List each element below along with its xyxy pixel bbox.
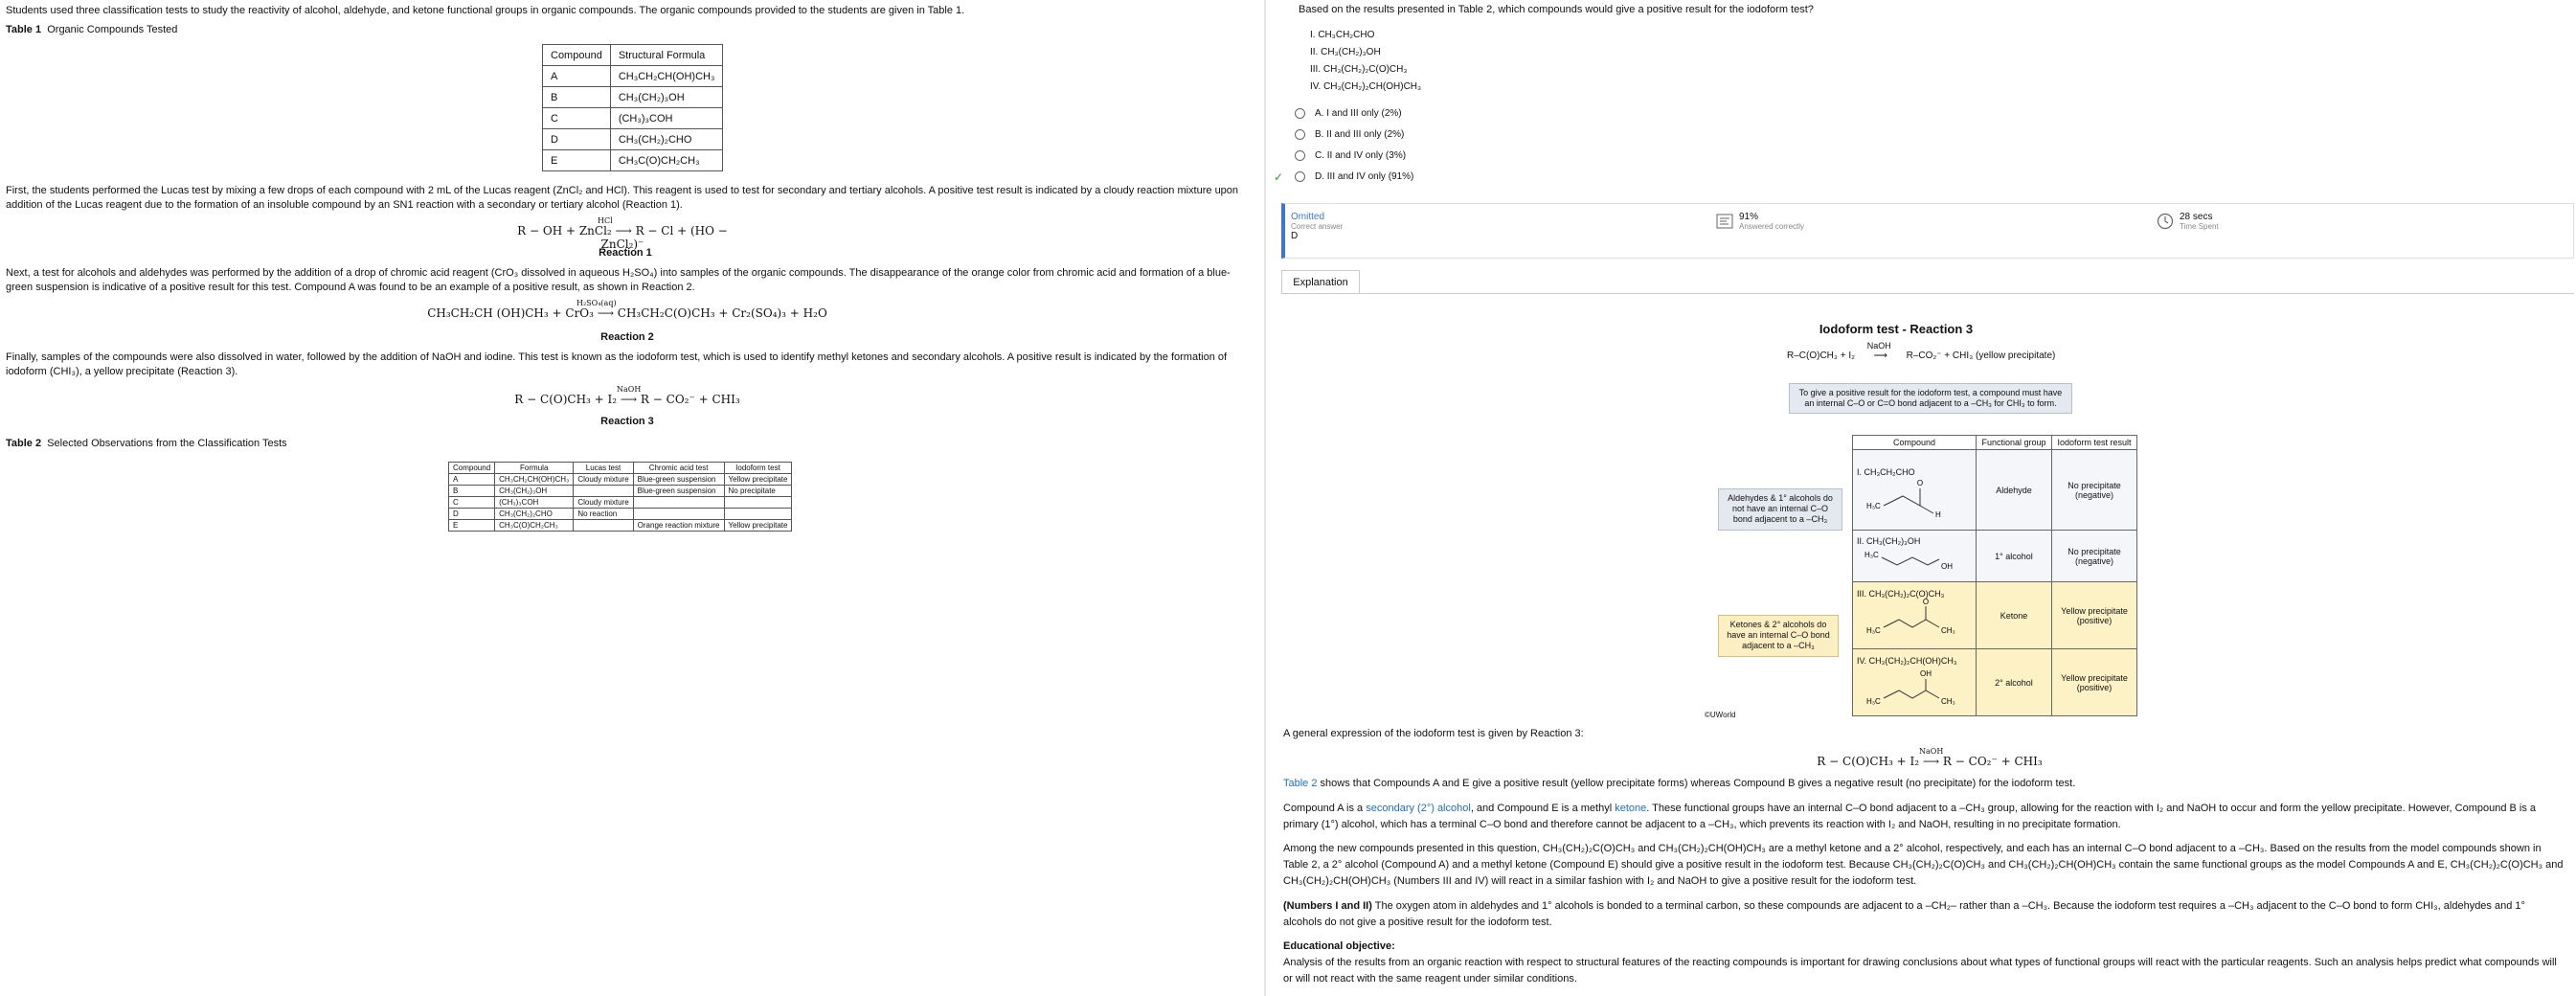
choice-label: A. I and III only (2%) — [1315, 108, 1402, 119]
ketone-link[interactable]: ketone — [1615, 803, 1647, 814]
table2-header: Lucas test — [574, 463, 633, 474]
table2-row — [449, 520, 792, 532]
table1-header: Structural Formula — [610, 45, 723, 66]
reaction1-equation — [498, 216, 747, 251]
diagram-eq-left: R–C(O)CH₃ + I₂ — [1787, 351, 1856, 361]
table1-header: Compound — [543, 45, 611, 66]
percent-stat — [1716, 212, 1804, 231]
radio-icon[interactable] — [1295, 129, 1305, 140]
table2-cell: (CH₃)₃COH — [495, 497, 574, 509]
bar-chart-icon — [1716, 213, 1733, 230]
iodoform-text: Finally, samples of the compounds were also dissolved in water, followed by the addition of NaOH and iodine. This test is known as the iodoform test, which is used to identify methyl ketones and secondary alcohols. A positive result is indicated by the formation of iodoform (CHI₃), a yellow precipitate (Reaction 3). — [6, 351, 1228, 377]
table2-header: Compound — [449, 463, 495, 474]
table2-cell: C — [449, 497, 495, 509]
table2-cell — [633, 509, 724, 520]
p4-text: The oxygen atom in aldehydes and 1° alcohols is bonded to a terminal carbon, so these compounds are adjacent to a –CH₂– rather than a –CH₃. Because the iodoform test requires a –CH₃ adjacent to the C–O bond to form CHI₃, aldehydes and 1° alcohols do not give a positive result for the iodoform test. — [1283, 900, 2525, 928]
table2-row — [449, 497, 792, 509]
p2-text: Compound A is a — [1283, 803, 1367, 814]
table1-cell: (CH₃)₃COH — [610, 108, 723, 129]
omitted-stat — [1291, 212, 1343, 241]
table2-row — [449, 486, 792, 497]
p4-bold: (Numbers I and II) — [1283, 900, 1372, 912]
time-stat — [2157, 212, 2219, 231]
structure-secondary-alcohol — [1857, 666, 1972, 708]
iodoform-row-1 — [1853, 450, 2137, 531]
table2-heading — [6, 437, 1251, 451]
explanation-p4 — [1283, 898, 2566, 931]
reaction2-equation — [402, 299, 852, 320]
intro-text: Students used three classification tests to study the reactivity of alcohol, aldehyde, and ketone functional groups in organic compounds. The organic compounds provided to the students are given in Table 1. — [6, 5, 965, 16]
correct-answer-label: Correct answer — [1291, 222, 1344, 231]
table1-cell: CH₃(CH₂)₂CHO — [610, 129, 723, 150]
reaction1-label: Reaction 1 — [599, 247, 652, 259]
choice-c[interactable] — [1295, 150, 1406, 161]
structure-ketone — [1857, 599, 1972, 641]
result-cell: No precipitate (negative) — [2052, 531, 2137, 582]
svg-text:OH: OH — [1920, 668, 1932, 678]
structure-primary-alcohol — [1857, 546, 1972, 575]
passage-panel — [0, 0, 1262, 996]
p2-text: , and Compound E is a methyl — [1470, 803, 1616, 814]
explanation-p1 — [1283, 776, 2566, 792]
svg-text:H₃C: H₃C — [1866, 501, 1881, 510]
table1-row — [543, 129, 723, 150]
diagram-note: To give a positive result for the iodoform test, a compound must have an internal C–O or C=O bond adjacent to a –CH₃ for CHI₃ to form. — [1789, 383, 2072, 414]
p1-text: shows that Compounds A and E give a positive result (yellow precipitate forms) whereas Compound B gives a negative result (no precipitate) for the iodoform test. — [1317, 778, 2076, 789]
iodoform-table-header: Compound — [1853, 436, 1977, 450]
table2-cell: Orange reaction mixture — [633, 520, 724, 532]
iodoform-table-header: Functional group — [1977, 436, 2052, 450]
table1-row — [543, 66, 723, 87]
group-cell: Ketone — [1977, 582, 2052, 649]
table1-row — [543, 87, 723, 108]
choice-a[interactable] — [1295, 108, 1402, 119]
table1-cell: D — [543, 129, 611, 150]
panel-divider[interactable] — [1264, 0, 1266, 996]
table2-header: Iodoform test — [724, 463, 792, 474]
group-cell: 1° alcohol — [1977, 531, 2052, 582]
table2-cell: Cloudy mixture — [574, 474, 633, 486]
iodoform-table-header: Iodoform test result — [2052, 436, 2137, 450]
choice-b[interactable] — [1295, 129, 1404, 140]
reaction1-text: R − OH + ZnCl₂ ⟶ R − Cl + (HO − ZnCl₂)⁻ — [517, 224, 728, 251]
tab-underline — [1281, 293, 2574, 294]
reaction3-text: R − C(O)CH₃ + I₂ ⟶ R − CO₂⁻ + CHI₃ — [514, 393, 740, 406]
table2-row — [449, 509, 792, 520]
table1-row — [543, 150, 723, 171]
table2-cell — [633, 497, 724, 509]
table1-caption: Organic Compounds Tested — [47, 24, 178, 35]
roman-item: I. CH₃CH₂CHO — [1310, 30, 1375, 40]
table2-header: Formula — [495, 463, 574, 474]
reaction2-text: CH₃CH₂CH (OH)CH₃ + CrO₃ ⟶ CH₃CH₂C(O)CH₃ + Cr₂(SO₄)₃ + H₂O — [427, 306, 827, 320]
table2-cell: Yellow precipitate — [724, 520, 792, 532]
table1-cell: B — [543, 87, 611, 108]
explanation-p2 — [1283, 801, 2566, 833]
result-cell: No precipitate (negative) — [2052, 450, 2137, 531]
compound-cell — [1853, 531, 1977, 582]
diagram-title: Iodoform test - Reaction 3 — [1819, 322, 1974, 336]
table2-cell: CH₃(CH₂)₂CHO — [495, 509, 574, 520]
table1-heading — [6, 23, 1251, 37]
compound-name: III. CH₃(CH₂)₂C(O)CH₃ — [1857, 588, 1945, 599]
iodoform-row-2 — [1853, 531, 2137, 582]
iodoform-table — [1852, 435, 2137, 716]
compound-name: II. CH₃(CH₂)₃OH — [1857, 535, 1921, 546]
reaction3-expl-equation — [1800, 747, 2059, 768]
svg-text:CH₃: CH₃ — [1941, 696, 1955, 706]
svg-text:CH₃: CH₃ — [1941, 625, 1955, 635]
table1-title: Table 1 — [6, 24, 42, 35]
lucas-text: First, the students performed the Lucas test by mixing a few drops of each compound with 2 mL of the Lucas reagent (ZnCl₂ and HCl). This reagent is used to test for secondary and tertiary alcohols. A positive test result is indicated by a cloudy reaction mixture upon addition of the Lucas reagent due to the formation of an insoluble compound by an SN1 reaction with a secondary or tertiary alcohol (Reaction 1). — [6, 185, 1239, 211]
structure-aldehyde — [1857, 477, 1972, 519]
table2-cell: Blue-green suspension — [633, 486, 724, 497]
callout-aldehydes: Aldehydes & 1° alcohols do not have an internal C–O bond adjacent to a –CH₃ — [1718, 488, 1842, 531]
callout-ketones: Ketones & 2° alcohols do have an internal C–O bond adjacent to a –CH₃ — [1718, 615, 1839, 657]
table2-title: Table 2 — [6, 438, 42, 449]
group-cell: 2° alcohol — [1977, 649, 2052, 716]
general-expression-text: A general expression of the iodoform test is given by Reaction 3: — [1283, 728, 1584, 739]
choice-d[interactable] — [1295, 171, 1413, 182]
choice-label: C. II and IV only (3%) — [1315, 150, 1407, 161]
reaction2-reagent: H₂SO₄(aq) — [576, 299, 617, 307]
time-label: Time Spent — [2180, 222, 2219, 231]
diagram-equation — [1787, 341, 2170, 361]
choice-label: B. II and III only (2%) — [1315, 129, 1405, 140]
table2-cell: A — [449, 474, 495, 486]
percent-label: Answered correctly — [1739, 222, 1805, 231]
svg-text:H₃C: H₃C — [1866, 625, 1881, 635]
reaction3-label: Reaction 3 — [600, 416, 654, 427]
question-stem: Based on the results presented in Table 2, which compounds would give a positive result for the iodoform test? — [1299, 4, 1814, 15]
reaction1-reagent: HCl — [598, 216, 613, 225]
reaction3-reagent: NaOH — [617, 385, 642, 394]
radio-icon[interactable] — [1295, 108, 1305, 119]
reaction3-expl-text: R − C(O)CH₃ + I₂ ⟶ R − CO₂⁻ + CHI₃ — [1817, 755, 2043, 768]
edu-objective-title: Educational objective: — [1283, 940, 1395, 952]
table1-cell: C — [543, 108, 611, 129]
svg-text:H: H — [1935, 509, 1941, 519]
diagram-eq-arrow: NaOH ⟶ — [1866, 341, 1891, 361]
omitted-label: Omitted — [1291, 212, 1325, 222]
table1-cell: E — [543, 150, 611, 171]
table1-cell: CH₃CH₂CH(OH)CH₃ — [610, 66, 723, 87]
table2-cell: No reaction — [574, 509, 633, 520]
table2-cell: CH₃C(O)CH₂CH₃ — [495, 520, 574, 532]
table2-cell — [724, 497, 792, 509]
svg-text:H₃C: H₃C — [1866, 696, 1881, 706]
result-stats-bar — [1281, 203, 2574, 259]
table2-cell: B — [449, 486, 495, 497]
radio-icon[interactable] — [1295, 150, 1305, 161]
table2-cell — [724, 509, 792, 520]
compound-cell — [1853, 450, 1977, 531]
table1 — [542, 44, 723, 171]
answer-panel — [1274, 0, 2576, 996]
compound-cell — [1853, 582, 1977, 649]
svg-text:OH: OH — [1941, 561, 1953, 571]
tab-explanation[interactable]: Explanation — [1281, 270, 1360, 294]
iodoform-row-3 — [1853, 582, 2137, 649]
p2-text: . These functional groups have an internal C–O bond adjacent to a –CH₃ group, allowing for the reaction with I₂ and NaOH to occur and form the yellow precipitate. However, Compound B is a primary (1°) alcohol, which has a terminal C–O bond and therefore cannot be adjacent to a –CH₃, which prevents its reaction with I₂ and NaOH, resulting in no precipitate formation. — [1283, 803, 2537, 830]
roman-options — [1310, 27, 1421, 96]
iodoform-row-4 — [1853, 649, 2137, 716]
diagram-eq-right: R–CO₂⁻ + CHI₃ (yellow precipitate) — [1906, 351, 2056, 361]
roman-item: IV. CH₃(CH₂)₂CH(OH)CH₃ — [1310, 81, 1422, 92]
result-cell: Yellow precipitate (positive) — [2052, 582, 2137, 649]
reaction3-equation — [498, 385, 757, 406]
table1-cell: A — [543, 66, 611, 87]
percent-value: 91% — [1739, 212, 1759, 222]
table2-cell: E — [449, 520, 495, 532]
diagram-eq-reagent: NaOH — [1866, 341, 1891, 351]
copyright-text: ©UWorld — [1705, 711, 1736, 719]
svg-text:O: O — [1916, 478, 1924, 487]
compound-cell — [1853, 649, 1977, 716]
explanation-p3: Among the new compounds presented in this question, CH₃(CH₂)₂C(O)CH₃ and CH₃(CH₂)₂CH(OH)CH₃ are a methyl ketone and a 2° alcohol, respectively, and each has an internal C–O bond adjacent to a –CH₃. Based on the results from the model compounds shown in Table 2, a 2° alcohol (Compound A) and a methyl ketone (Compound E) should give a positive result in the iodoform test. Because CH₃(CH₂)₂C(O)CH₃ and CH₃(CH₂)₂CH(OH)CH₃ contain the same functional groups as the model Compounds A and E, CH₃(CH₂)₂C(O)CH₃ and CH₃(CH₂)₂CH(OH)CH₃ (Numbers III and IV) will react in a similar fashion with I₂ and NaOH to give a positive result for the iodoform test. — [1283, 843, 2564, 887]
table2 — [448, 462, 792, 532]
table2-row — [449, 474, 792, 486]
svg-text:H₃C: H₃C — [1864, 550, 1879, 559]
table2-cell: Blue-green suspension — [633, 474, 724, 486]
reaction2-label: Reaction 2 — [600, 331, 654, 343]
table2-cell: D — [449, 509, 495, 520]
result-cell: Yellow precipitate (positive) — [2052, 649, 2137, 716]
table2-cell — [574, 520, 633, 532]
edu-objective-text: Analysis of the results from an organic reaction with respect to structural features of the reacting compounds is important for drawing conclusions about what types of functional groups will react with the particular reagents. Such an analysis helps predict what compounds will or will not react with the same reagent under similar conditions. — [1283, 957, 2557, 985]
reaction3-expl-reagent: NaOH — [1919, 747, 1944, 756]
table2-cell — [574, 486, 633, 497]
compound-name: IV. CH₃(CH₂)₂CH(OH)CH₃ — [1857, 655, 1957, 666]
table2-cell: CH₃(CH₂)₃OH — [495, 486, 574, 497]
table2-link[interactable]: Table 2 — [1283, 778, 1318, 789]
table2-cell: No precipitate — [724, 486, 792, 497]
choice-label: D. III and IV only (91%) — [1315, 171, 1414, 182]
roman-item: II. CH₃(CH₂)₃OH — [1310, 47, 1381, 57]
roman-item: III. CH₃(CH₂)₂C(O)CH₃ — [1310, 64, 1408, 75]
group-cell: Aldehyde — [1977, 450, 2052, 531]
clock-icon — [2157, 213, 2174, 230]
time-value: 28 secs — [2180, 212, 2213, 222]
correct-check-icon: ✓ — [1274, 170, 1284, 184]
svg-text:O: O — [1922, 598, 1930, 606]
table1-row — [543, 108, 723, 129]
table1-cell: CH₃(CH₂)₃OH — [610, 87, 723, 108]
table2-cell: Yellow precipitate — [724, 474, 792, 486]
chromic-text: Next, a test for alcohols and aldehydes was performed by the addition of a drop of chromic acid reagent (CrO₃ dissolved in aqueous H₂SO₄) into samples of the organic compounds. The disappearance of the orange color from chromic acid and formation of a blue-green suspension is indicative of a positive result for this test. Compound A was found to be an example of a positive result, as shown in Reaction 2. — [6, 267, 1231, 293]
secondary-alcohol-link[interactable]: secondary (2°) alcohol — [1366, 803, 1471, 814]
table2-caption: Selected Observations from the Classification Tests — [47, 438, 287, 449]
table2-cell: CH₃CH₂CH(OH)CH₃ — [495, 474, 574, 486]
table2-header: Chromic acid test — [633, 463, 724, 474]
table2-cell: Cloudy mixture — [574, 497, 633, 509]
table1-cell: CH₃C(O)CH₂CH₃ — [610, 150, 723, 171]
correct-answer-value: D — [1291, 231, 1299, 241]
radio-icon[interactable] — [1295, 171, 1305, 182]
compound-name: I. CH₃CH₂CHO — [1857, 466, 1915, 477]
